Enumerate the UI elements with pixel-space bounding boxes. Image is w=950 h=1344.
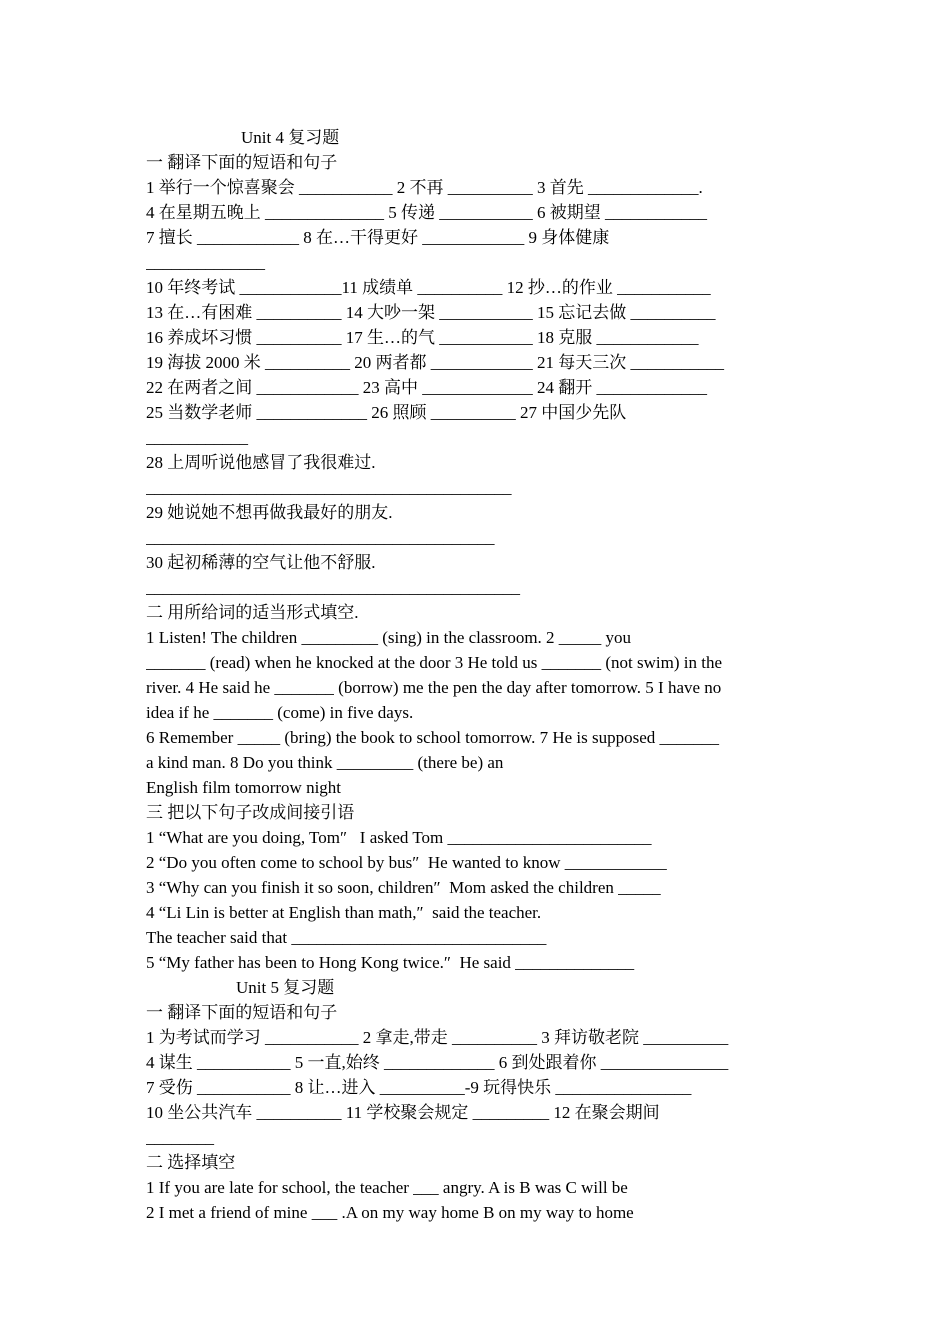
unit4-s3-line: 2 “Do you often come to school by bus″ He wanted to know ____________ <box>146 853 667 872</box>
unit5-s1-line: ________ <box>146 1128 214 1147</box>
unit4-s1-line: 7 擅长 ____________ 8 在…干得更好 ____________ 9 身体健康 <box>146 228 610 247</box>
unit5-section1-heading: 一 翻译下面的短语和句子 <box>146 1003 338 1022</box>
unit4-s2-line: idea if he _______ (come) in five days. <box>146 703 414 722</box>
unit4-section3-heading: 三 把以下句子改成间接引语 <box>146 803 355 822</box>
unit4-s1-line: 29 她说她不想再做我最好的朋友. <box>146 503 393 522</box>
unit5-section1-list <box>146 1025 806 1150</box>
unit5-title: Unit 5 复习题 <box>236 978 335 997</box>
unit5-s1-line: 7 受伤 ___________ 8 让…进入 __________-9 玩得快乐 ________________ <box>146 1078 692 1097</box>
unit4-s3-line: 3 “Why can you finish it so soon, children″ Mom asked the children _____ <box>146 878 661 897</box>
unit4-s1-line: 19 海拔 2000 米 __________ 20 两者都 ____________ 21 每天三次 ___________ <box>146 353 724 372</box>
unit4-s1-line: 30 起初稀薄的空气让他不舒服. <box>146 553 376 572</box>
unit4-s2-line: English film tomorrow night <box>146 778 342 797</box>
unit4-s1-line: 1 举行一个惊喜聚会 ___________ 2 不再 __________ 3 首先 _____________. <box>146 178 703 197</box>
unit4-s1-line: ____________________________________________ <box>146 578 520 597</box>
worksheet-page <box>146 125 806 1225</box>
unit4-s2-line: _______ (read) when he knocked at the door 3 He told us _______ (not swim) in the <box>146 653 722 672</box>
unit4-title: Unit 4 复习题 <box>241 128 340 147</box>
unit4-section2-heading: 二 用所给词的适当形式填空. <box>146 603 359 622</box>
unit4-s1-line: 28 上周听说他感冒了我很难过. <box>146 453 376 472</box>
unit4-section1-list <box>146 175 806 600</box>
unit4-section1-heading: 一 翻译下面的短语和句子 <box>146 153 338 172</box>
unit4-s1-line: 4 在星期五晚上 ______________ 5 传递 ___________ 6 被期望 ____________ <box>146 203 707 222</box>
unit4-s1-line: 16 养成坏习惯 __________ 17 生…的气 ___________ 18 克服 ____________ <box>146 328 699 347</box>
unit4-s3-line: 5 “My father has been to Hong Kong twice.″ He said ______________ <box>146 953 635 972</box>
unit5-section2-list <box>146 1175 806 1225</box>
unit4-s2-line: a kind man. 8 Do you think _________ (there be) an <box>146 753 504 772</box>
unit4-s1-line: 13 在…有困难 __________ 14 大吵一架 ___________ 15 忘记去做 __________ <box>146 303 716 322</box>
unit4-s3-line: 4 “Li Lin is better at English than math,″ said the teacher. <box>146 903 542 922</box>
unit4-s2-line: river. 4 He said he _______ (borrow) me the pen the day after tomorrow. 5 I have no <box>146 678 722 697</box>
unit4-section3-list <box>146 825 806 975</box>
unit4-s3-line: 1 “What are you doing, Tom″ I asked Tom ________________________ <box>146 828 652 847</box>
unit5-s2-line: 2 I met a friend of mine ___ .A on my way home B on my way to home <box>146 1203 634 1222</box>
unit4-s1-line: 10 年终考试 ____________11 成绩单 __________ 12 抄…的作业 ___________ <box>146 278 711 297</box>
unit4-s1-line: ______________ <box>146 253 265 272</box>
unit5-s1-line: 1 为考试而学习 ___________ 2 拿走,带走 __________ 3 拜访敬老院 __________ <box>146 1028 729 1047</box>
unit4-s1-line: _________________________________________ <box>146 528 495 547</box>
unit4-section2-list <box>146 625 806 800</box>
unit5-s1-line: 4 谋生 ___________ 5 一直,始终 _____________ 6 到处跟着你 _______________ <box>146 1053 729 1072</box>
unit4-s1-line: 25 当数学老师 _____________ 26 照顾 __________ 27 中国少先队 <box>146 403 627 422</box>
unit4-s2-line: 6 Remember _____ (bring) the book to school tomorrow. 7 He is supposed _______ <box>146 728 720 747</box>
unit4-s1-line: ____________ <box>146 428 248 447</box>
unit5-section2-heading: 二 选择填空 <box>146 1153 236 1172</box>
unit4-s3-line: The teacher said that ______________________________ <box>146 928 547 947</box>
unit5-s2-line: 1 If you are late for school, the teacher ___ angry. A is B was C will be <box>146 1178 628 1197</box>
unit5-s1-line: 10 坐公共汽车 __________ 11 学校聚会规定 _________ 12 在聚会期间 <box>146 1103 660 1122</box>
unit4-s1-line: 22 在两者之间 ____________ 23 高中 _____________ 24 翻开 _____________ <box>146 378 707 397</box>
unit4-s2-line: 1 Listen! The children _________ (sing) in the classroom. 2 _____ you <box>146 628 632 647</box>
unit4-s1-line: ___________________________________________ <box>146 478 512 497</box>
